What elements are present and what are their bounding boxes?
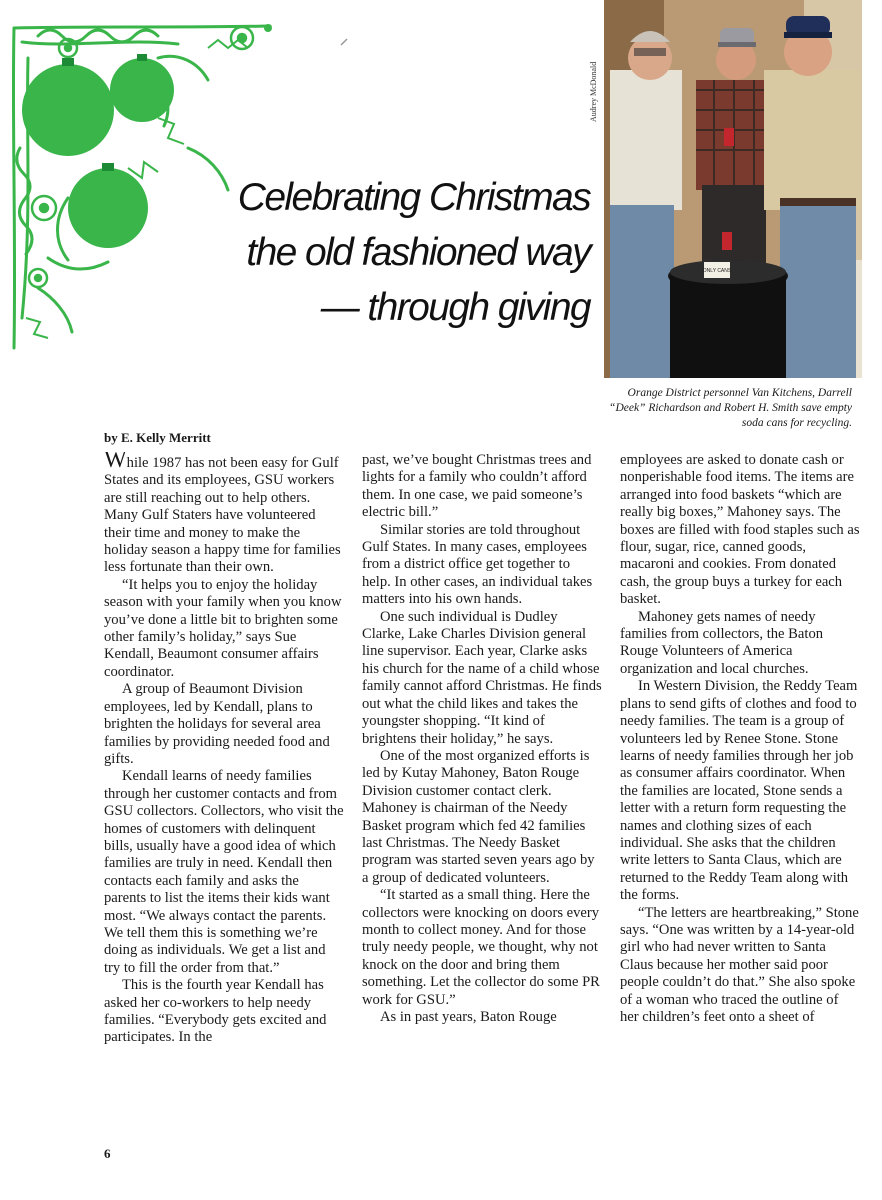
paragraph: As in past years, Baton Rouge bbox=[380, 1009, 557, 1025]
paragraph: While 1987 has not been easy for Gulf States and its employees, GSU workers are still reaching out to help others. Many Gulf Staters have volunteered their time and money to make the holiday season a happy time for families less fortunate than their own. bbox=[104, 452, 344, 577]
paragraph: This is the fourth year Kendall has asked her co-workers to help needy families. “Everybody gets excited and participates. In the bbox=[104, 977, 327, 1046]
paragraph: Similar stories are told throughout Gulf States. In many cases, employees from a district office get together to help. In other cases, an individual takes matters into his own hands. bbox=[362, 521, 593, 608]
ornament-dot-icon bbox=[264, 24, 272, 32]
print-mark-icon bbox=[340, 38, 348, 46]
recycling-bin bbox=[668, 260, 788, 378]
drop-cap: W bbox=[104, 452, 127, 473]
paragraph: In Western Division, the Reddy Team plans to send gifts of clothes and food to needy families. The team is a group of volunteers led by Renee Stone. Stone learns of needy families through her job as consumer affairs coordinator. When the families are located, Stone sends a letter with a return form requesting the names and clothing sizes of each individual. She asks that the children write letters to Santa Claus, which are returned to the Reddy Team along with the forms. bbox=[620, 678, 858, 904]
paragraph: Kendall learns of needy families through her customer contacts and from GSU collectors. Collectors, who visit the homes of customers with delinquent bills, usually have a good idea of which families are truly in need. Kendall then contacts each family and asks the parents to list the items their kids want most. “We always contact the parents. We tell them this is something we’re doing as individuals. We get a list and try to fill the order from that.” bbox=[104, 768, 344, 976]
paragraph: One such individual is Dudley Clarke, Lake Charles Division general line supervisor. Each year, Clarke asks his church for the name of a child whose family cannot afford Christmas. He finds out what the child likes and takes the youngster shopping. “It kind of brightens their holiday,” he says. bbox=[362, 608, 602, 747]
article-column-2 bbox=[362, 452, 602, 1120]
christmas-ball-icon bbox=[68, 168, 148, 248]
headline-line-3: — through giving bbox=[320, 286, 590, 329]
page-number: 6 bbox=[104, 1146, 111, 1161]
soda-can-icon bbox=[722, 232, 732, 250]
article-column-1 bbox=[104, 452, 344, 1120]
paragraph: employees are asked to donate cash or nonperishable food items. The items are arranged into food baskets “which are really big boxes,” Mahoney says. The boxes are filled with food staples such as flour, sugar, rice, canned goods, macaroni and cookies. From donated cash, the group buys a turkey for each basket. bbox=[620, 452, 860, 608]
paragraph: past, we’ve bought Christmas trees and lights for a family who couldn’t afford them. In one case, we paid someone’s electric bill.” bbox=[362, 452, 592, 521]
paragraph: “It started as a small thing. Here the collectors were knocking on doors every month to collect money. And for those truly needy people, we thought, why not knock on the door and bring them something. Let the collector do some PR work for GSU.” bbox=[362, 887, 600, 1008]
photo-employees-recycling bbox=[604, 0, 862, 378]
soda-can-icon bbox=[724, 128, 734, 146]
paragraph: “It helps you to enjoy the holiday season with your family when you know you’ve done a little bit to brighten some other family’s holiday,” says Sue Kendall, Beaumont consumer affairs coordinator. bbox=[104, 576, 342, 680]
byline: by E. Kelly Merritt bbox=[104, 430, 211, 445]
article-column-3 bbox=[620, 452, 860, 1120]
article-headline bbox=[150, 170, 590, 335]
paragraph: One of the most organized efforts is led by Kutay Mahoney, Baton Rouge Division customer contact clerk. Mahoney is chairman of the Needy Basket program which fed 42 families last Christmas. The Needy Basket program was started seven years ago by a group of dedicated volunteers. bbox=[362, 747, 595, 886]
christmas-ball-icon bbox=[110, 58, 174, 122]
paragraph: A group of Beaumont Division employees, led by Kendall, plans to brighten the holidays for several area families by providing needed food and gifts. bbox=[104, 681, 330, 767]
paragraph: Mahoney gets names of needy families from collectors, the Baton Rouge Volunteers of America organization and local churches. bbox=[620, 608, 824, 677]
photo-caption: Orange District personnel Van Kitchens, Darrell “Deek” Richardson and Robert H. Smith save empty soda cans for recycling. bbox=[609, 387, 852, 429]
bin-label: ONLY CANS bbox=[702, 268, 732, 274]
paragraph: “The letters are heartbreaking,” Stone says. “One was written by a 14-year-old girl who had never written to Santa Claus because her mother said poor people couldn’t do that.” She also spoke of a woman who traced the outline of her children’s feet onto a sheet of bbox=[620, 904, 859, 1025]
headline-line-2: the old fashioned way bbox=[246, 231, 590, 274]
photo-credit: Audrey McDonald bbox=[589, 61, 598, 122]
headline-line-1: Celebrating Christmas bbox=[237, 176, 590, 219]
christmas-ball-icon bbox=[22, 64, 114, 156]
